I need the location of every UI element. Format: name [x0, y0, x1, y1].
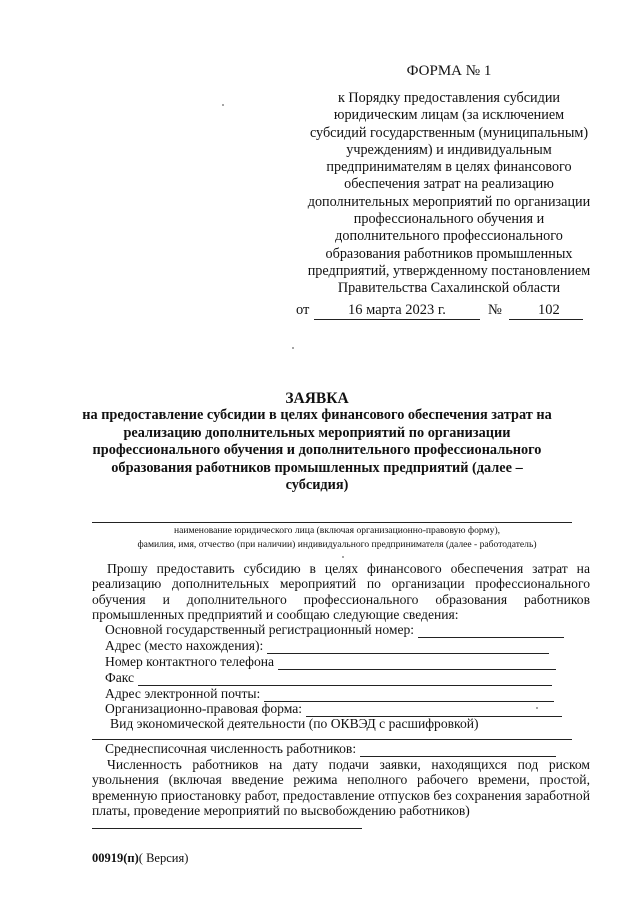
okved-label: Вид экономической деятельности (по ОКВЭД с расшифровкой) — [110, 716, 479, 731]
okved-field — [110, 716, 479, 732]
decree-date-row — [296, 302, 596, 322]
document-code — [92, 851, 188, 866]
order-reference-line: учреждениям) и индивидуальным — [346, 141, 552, 158]
address-input-line[interactable] — [267, 640, 549, 654]
risk-count-input-line[interactable] — [92, 828, 362, 829]
ogrn-field — [105, 622, 564, 638]
document-title: ЗАЯВКА — [285, 390, 349, 407]
legal-form-label: Организационно-правовая форма: — [105, 701, 303, 716]
order-reference-line: предприятий, утвержденному постановлением — [307, 262, 591, 279]
document-code-number: 00919(п) — [92, 851, 139, 865]
email-field — [105, 686, 554, 702]
order-reference-line: к Порядку предоставления субсидии — [337, 90, 561, 106]
applicant-name-line — [92, 522, 572, 523]
order-reference-line: юридическим лицам (за исключением — [333, 107, 565, 124]
applicant-caption-1: наименование юридического лица (включая организационно-правовую форму), — [173, 525, 501, 536]
applicant-caption-2: фамилия, имя, отчество (при наличии) индивидуального предпринимателя (далее - работодатель) — [137, 539, 537, 550]
document-subtitle — [60, 407, 574, 495]
order-reference-line: Правительства Сахалинской области — [337, 280, 561, 297]
order-reference-line: дополнительного профессионального — [335, 228, 563, 245]
order-reference-line: обеспечения затрат на реализацию — [344, 176, 554, 193]
order-reference — [268, 90, 630, 298]
headcount-input-line[interactable] — [360, 743, 556, 757]
number-label: № — [488, 302, 502, 318]
order-reference-line: дополнительных мероприятий по организации — [307, 193, 591, 210]
order-reference-line: профессионального обучения и — [353, 211, 545, 228]
document-subtitle-line: профессионального обучения и дополнительного профессионального — [92, 442, 542, 459]
from-label: от — [296, 302, 310, 318]
order-reference-line: образования работников промышленных — [325, 245, 573, 262]
fax-label: Факс — [105, 670, 135, 685]
document-subtitle-line: реализацию дополнительных мероприятий по организации — [123, 424, 511, 441]
order-reference-line: субсидий государственным (муниципальным) — [309, 124, 589, 141]
address-field — [105, 638, 549, 654]
fax-input-line[interactable] — [138, 672, 552, 686]
phone-label: Номер контактного телефона — [105, 654, 275, 669]
scan-speck — [292, 347, 294, 349]
document-subtitle-line: на предоставление субсидии в целях финансового обеспечения затрат на — [82, 407, 552, 423]
fax-field — [105, 670, 552, 686]
scan-speck — [342, 556, 344, 558]
ogrn-label: Основной государственный регистрационный номер: — [105, 622, 415, 637]
email-input-line[interactable] — [264, 688, 554, 702]
legal-form-field — [105, 701, 562, 717]
headcount-label: Среднесписочная численность работников: — [105, 741, 357, 756]
ogrn-input-line[interactable] — [418, 624, 564, 638]
phone-field — [105, 654, 556, 670]
form-number-label: ФОРМА № 1 — [406, 63, 492, 79]
decree-number: 102 — [538, 302, 560, 318]
document-version: ( Версия) — [138, 851, 189, 865]
headcount-field — [105, 741, 556, 757]
phone-input-line[interactable] — [278, 656, 556, 670]
address-label: Адрес (место нахождения): — [105, 638, 264, 653]
scan-speck — [536, 707, 538, 709]
order-reference-line: предпринимателям в целях финансового — [326, 159, 572, 176]
document-subtitle-line: субсидия) — [285, 477, 349, 494]
request-paragraph: Прошу предоставить субсидию в целях финансового обеспечения затрат на реализацию дополнительных мероприятий по организации профессионального обучения и дополнительного профессионального образования работников промышленных предприятий и сообщаю следующие сведения: — [92, 561, 590, 622]
okved-input-line[interactable] — [92, 739, 572, 740]
decree-date: 16 марта 2023 г. — [348, 302, 446, 318]
email-label: Адрес электронной почты: — [105, 686, 261, 701]
risk-paragraph: Численность работников на дату подачи заявки, находящихся под риском увольнения (включая введение режима неполного рабочего времени, простой, временную приостановку работ, предоставление отпусков без сохранения заработной платы, проведение мероприятий по высвобождению работников) — [92, 757, 590, 818]
legal-form-input-line[interactable] — [306, 703, 562, 717]
scan-speck — [222, 104, 224, 106]
document-subtitle-line: образования работников промышленных предприятий (далее – — [111, 459, 523, 476]
